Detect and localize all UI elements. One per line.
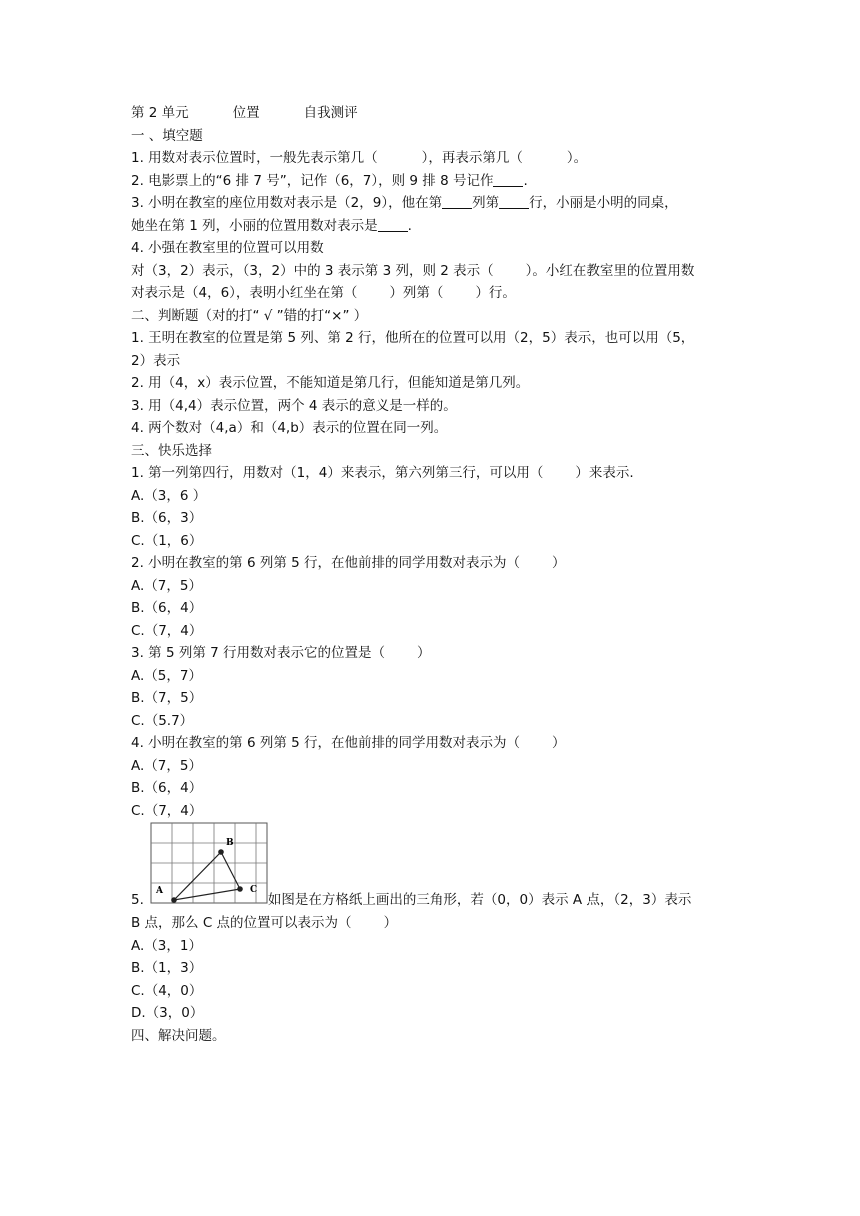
fill-question-4-line3 bbox=[131, 282, 731, 305]
choice-option: A.（5，7） bbox=[131, 667, 202, 684]
fill-question-1 bbox=[131, 147, 731, 170]
q-text: ） bbox=[552, 555, 566, 571]
title-label: 自我测评 bbox=[303, 105, 358, 121]
document-title bbox=[131, 102, 731, 125]
answer-blank bbox=[493, 172, 523, 187]
q-text: 4. 小明在教室的第 6 列第 5 行，在他前排的同学用数对表示为（ bbox=[131, 735, 521, 751]
q-text: . bbox=[523, 172, 528, 189]
section-heading-true-false: 二、判断题（对的打“ √ ”错的打“×” ） bbox=[131, 307, 368, 324]
choice-option: C.（4，0） bbox=[131, 982, 203, 999]
q-text: 她坐在第 1 列，小丽的位置用数对表示是 bbox=[131, 217, 378, 234]
fill-question-2 bbox=[131, 170, 731, 193]
q-number: 5. bbox=[131, 892, 144, 908]
q-text: 对表示是（4，6），表明小红坐在第（ bbox=[131, 285, 358, 301]
choice-option: B.（7，5） bbox=[131, 690, 203, 706]
choice-question-4 bbox=[131, 732, 731, 755]
q-text: ）列第（ bbox=[389, 285, 444, 301]
q-text: ）来表示. bbox=[575, 465, 634, 481]
q-text: ）。 bbox=[566, 150, 588, 166]
q-text: . bbox=[407, 217, 412, 234]
title-unit: 第 2 单元 bbox=[131, 105, 189, 121]
q-text: 3. 小明在教室的座位用数对表示是（2，9），他在第 bbox=[131, 195, 443, 211]
q-text: ）。小红在教室里的位置用数 bbox=[525, 262, 695, 279]
q-text: 列第 bbox=[472, 195, 500, 211]
label-c: C bbox=[250, 885, 258, 895]
choice-option: A.（3，1） bbox=[131, 937, 202, 954]
choice-option: C.（7，4） bbox=[131, 802, 203, 819]
q-text: 2. 电影票上的“6 排 7 号”，记作（6，7），则 9 排 8 号记作 bbox=[131, 172, 494, 189]
q-text: 如图是在方格纸上画出的三角形，若（0，0）表示 A 点，（2，3）表示 bbox=[267, 892, 692, 908]
label-a: A bbox=[156, 886, 163, 896]
section-heading-fill-in: 一 、填空题 bbox=[131, 127, 203, 144]
choice-option: A.（7，5） bbox=[131, 577, 202, 594]
fill-question-4-line2 bbox=[131, 260, 731, 283]
tf-question-3: 3. 用（4,4）表示位置，两个 4 表示的意义是一样的。 bbox=[131, 397, 457, 414]
fill-question-3-line2 bbox=[131, 215, 731, 238]
tf-question-1-line1: 1. 王明在教室的位置是第 5 列、第 2 行，他所在的位置可以用（2，5）表示，也可以用（5， bbox=[131, 330, 695, 346]
choice-question-5 bbox=[131, 822, 731, 912]
section-heading-choice: 三、快乐选择 bbox=[131, 442, 212, 459]
q-text: ），再表示第几（ bbox=[421, 150, 523, 166]
choice-question-2 bbox=[131, 552, 731, 575]
choice-option: D.（3，0） bbox=[131, 1005, 204, 1021]
fill-question-4-line1: 4. 小强在教室里的位置可以用数 bbox=[131, 240, 324, 256]
q-text: 对（3，2）表示，（3，2）中的 3 表示第 3 列，则 2 表示（ bbox=[131, 262, 494, 279]
q-text: ） bbox=[552, 735, 566, 751]
q-text: ） bbox=[383, 915, 398, 931]
q-text: 1. 第一列第四行，用数对（1，4）来表示，第六列第三行，可以用（ bbox=[131, 465, 544, 481]
choice-option: B.（6，4） bbox=[131, 600, 203, 616]
q-text: 行，小丽是小明的同桌， bbox=[529, 195, 678, 211]
choice-option: A.（7，5） bbox=[131, 757, 202, 774]
label-b: B bbox=[226, 838, 234, 848]
q-text: 3. 第 5 列第 7 行用数对表示它的位置是（ bbox=[131, 645, 386, 661]
choice-option: A.（3，6 ） bbox=[131, 487, 207, 504]
choice-question-1 bbox=[131, 462, 731, 485]
section-heading-problems: 四、解决问题。 bbox=[131, 1027, 226, 1044]
answer-blank bbox=[378, 217, 408, 232]
q-text: 1. 用数对表示位置时，一般先表示第几（ bbox=[131, 150, 378, 166]
answer-blank bbox=[499, 194, 529, 209]
fill-question-3-line1 bbox=[131, 192, 731, 215]
q-text: 2. 小明在教室的第 6 列第 5 行，在他前排的同学用数对表示为（ bbox=[131, 555, 521, 571]
choice-option: B.（1，3） bbox=[131, 960, 203, 976]
tf-question-2: 2. 用（4，x）表示位置，不能知道是第几行，但能知道是第几列。 bbox=[131, 375, 530, 391]
q-text: ）行。 bbox=[475, 285, 516, 301]
choice-option: C.（5.7） bbox=[131, 712, 194, 729]
document-body bbox=[131, 102, 731, 1047]
tf-question-1-line2: 2）表示 bbox=[131, 352, 181, 369]
tf-question-4: 4. 两个数对（4,a）和（4,b）表示的位置在同一列。 bbox=[131, 420, 448, 436]
choice-option: C.（1，6） bbox=[131, 532, 203, 549]
choice-question-5-line2 bbox=[131, 912, 731, 935]
choice-option: B.（6，3） bbox=[131, 510, 203, 526]
choice-option: B.（6，4） bbox=[131, 780, 203, 796]
choice-option: C.（7，4） bbox=[131, 622, 203, 639]
q-text: ） bbox=[417, 645, 431, 661]
point-b bbox=[218, 849, 224, 855]
choice-question-3 bbox=[131, 642, 731, 665]
title-topic: 位置 bbox=[232, 105, 260, 121]
choice-question-5-line1 bbox=[131, 889, 691, 912]
q-text: B 点，那么 C 点的位置可以表示为（ bbox=[131, 915, 352, 931]
answer-blank bbox=[442, 194, 472, 209]
